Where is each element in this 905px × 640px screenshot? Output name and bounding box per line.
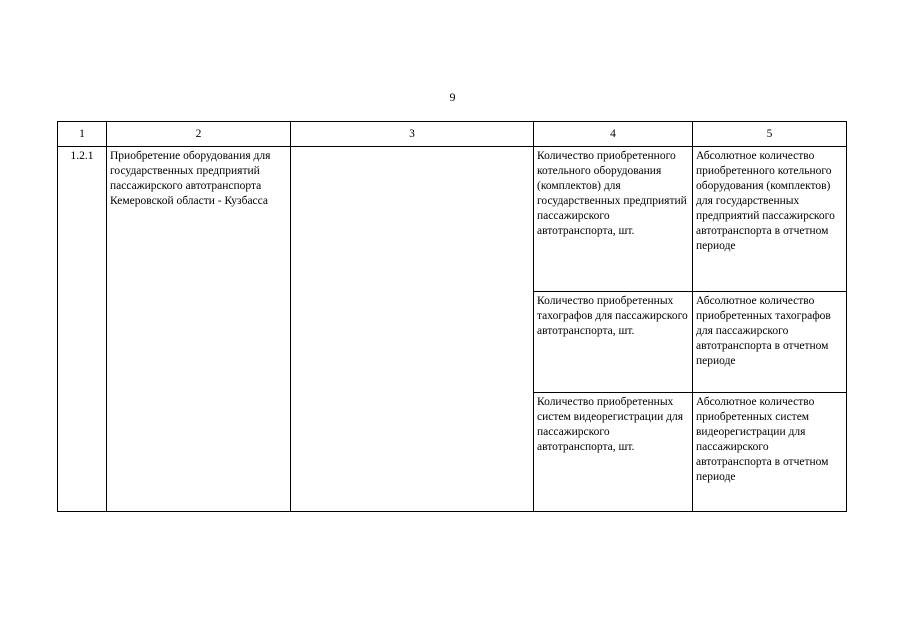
table-header-row (58, 122, 847, 147)
indicator-method: Абсолютное количество приобретенного котельного оборудования (комплектов) для государственных предприятий пассажирского автотранспорта в отчетном периоде (693, 147, 847, 292)
header-col-1: 1 (58, 122, 107, 147)
table-row (58, 147, 847, 292)
indicator-name: Количество приобретенных тахографов для пассажирского автотранспорта, шт. (534, 292, 693, 393)
header-col-3: 3 (291, 122, 534, 147)
item-col3 (291, 147, 534, 512)
header-col-2: 2 (107, 122, 291, 147)
indicator-name: Количество приобретенного котельного оборудования (комплектов) для государственных предприятий пассажирского автотранспорта, шт. (534, 147, 693, 292)
indicator-name: Количество приобретенных систем видеорегистрации для пассажирского автотранспорта, шт. (534, 393, 693, 512)
header-col-5: 5 (693, 122, 847, 147)
header-col-4: 4 (534, 122, 693, 147)
item-number: 1.2.1 (58, 147, 107, 512)
data-table (57, 121, 847, 512)
indicator-method: Абсолютное количество приобретенных систем видеорегистрации для пассажирского автотранспорта в отчетном периоде (693, 393, 847, 512)
indicator-method: Абсолютное количество приобретенных тахографов для пассажирского автотранспорта в отчетном периоде (693, 292, 847, 393)
item-name: Приобретение оборудования для государственных предприятий пассажирского автотранспорта Кемеровской области - Кузбасса (107, 147, 291, 512)
page-number: 9 (449, 90, 456, 104)
